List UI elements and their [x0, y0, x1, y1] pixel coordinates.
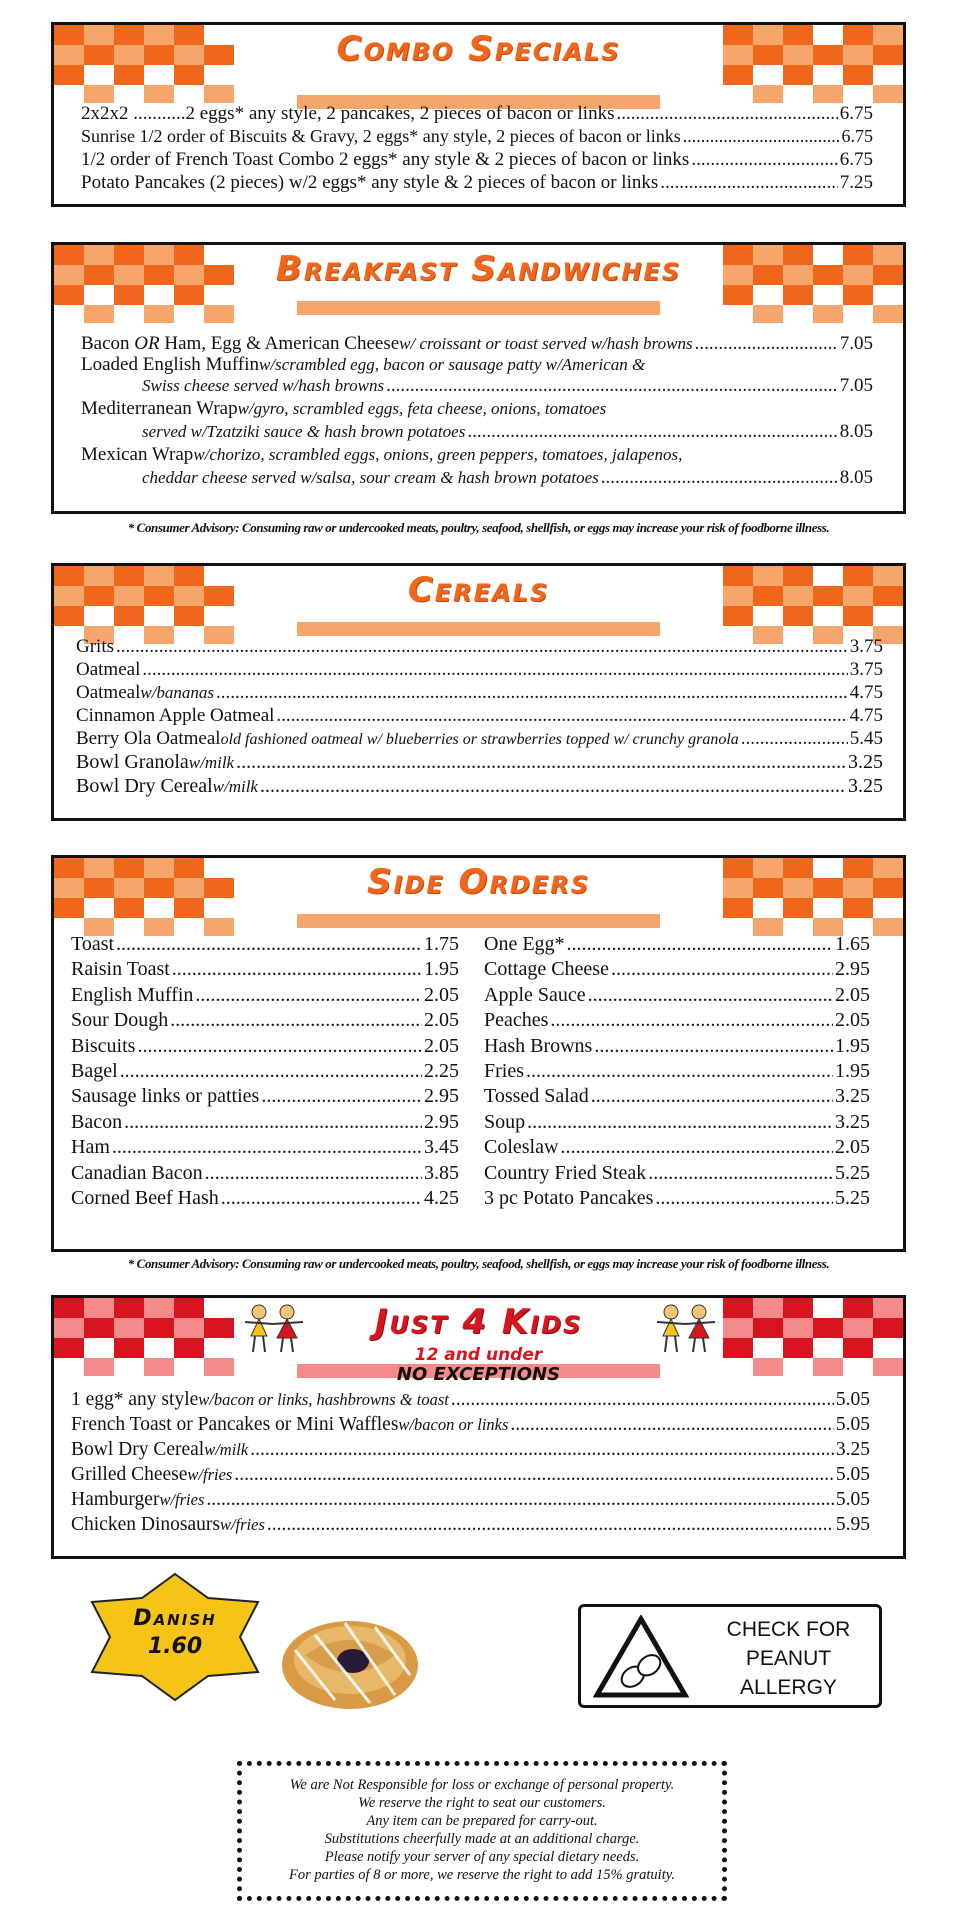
item-description: old fashioned oatmeal w/ blueberries or strawberries topped w/ crunchy granola [220, 731, 739, 748]
peanut-line: PEANUT [745, 1647, 832, 1670]
item-name: Cinnamon Apple Oatmeal [76, 705, 275, 726]
section-title: Just 4 Kids [374, 1302, 583, 1342]
item-name: Sausage links or patties [71, 1085, 260, 1108]
item-price: 3.25 [848, 775, 883, 797]
item-name: Country Fried Steak [484, 1161, 647, 1184]
menu-item [76, 728, 883, 750]
menu-item [81, 333, 873, 355]
item-name: Grits [76, 636, 114, 657]
item-name: Bagel [71, 1060, 118, 1082]
item-name: Bowl Dry Cereal [76, 775, 213, 797]
peanut-allergy-text [701, 1615, 876, 1702]
item-price: 3.75 [849, 636, 883, 657]
item-price: 3.25 [835, 1439, 870, 1460]
menu-item-sub [142, 421, 873, 443]
item-price: 3.25 [848, 751, 883, 773]
notice-line: For parties of 8 or more, we reserve the right to add 15% gratuity. [289, 1867, 675, 1883]
menu-item [76, 775, 883, 798]
menu-item [71, 1111, 459, 1134]
item-name: Toast [71, 933, 115, 955]
menu-item [71, 1035, 459, 1058]
menu-item [484, 933, 870, 956]
item-price: 2.95 [835, 958, 870, 981]
item-name: Hamburger [71, 1489, 160, 1510]
item-name: 3 pc Potato Pancakes [484, 1187, 654, 1209]
item-price: 4.25 [424, 1187, 459, 1209]
menu-item [71, 1414, 870, 1436]
item-name: Cottage Cheese [484, 958, 609, 981]
menu-item [484, 984, 870, 1007]
item-price: 1.75 [424, 933, 459, 955]
item-name: 2x2x2 ...........2 eggs* any style, 2 pancakes, 2 pieces of bacon or links [81, 103, 615, 124]
item-name: Potato Pancakes (2 pieces) w/2 eggs* any style & 2 pieces of bacon or links [81, 172, 659, 193]
item-name: Tossed Salad [484, 1085, 589, 1108]
item-price: 8.05 [839, 421, 873, 442]
menu-item [81, 398, 873, 420]
item-price: 5.05 [835, 1489, 870, 1510]
item-price: 2.05 [424, 1009, 459, 1032]
item-price: 6.75 [839, 103, 873, 124]
menu-item-sub [142, 375, 873, 397]
item-name: Fries [484, 1060, 524, 1082]
banner-bar [297, 914, 660, 928]
item-description: w/bacon or links, hashbrowns & toast [198, 1390, 449, 1409]
menu-item [71, 1009, 459, 1032]
menu-item [81, 103, 873, 125]
item-description: w/gyro, scrambled eggs, feta cheese, onions, tomatoes [237, 399, 607, 418]
item-price: 5.05 [835, 1414, 870, 1435]
item-price: 4.75 [849, 682, 883, 703]
danish-label [80, 1605, 270, 1661]
menu-item [484, 958, 870, 981]
danish-name: Danish [133, 1606, 217, 1631]
menu-item [484, 1136, 870, 1159]
item-price: 7.25 [839, 172, 873, 193]
menu-item [76, 636, 883, 658]
item-price: 3.25 [835, 1110, 870, 1133]
section-title: Combo Specials [336, 29, 621, 69]
item-price: 5.05 [835, 1389, 870, 1410]
item-name: Grilled Cheese [71, 1464, 188, 1485]
item-name: Bowl Granola [76, 751, 189, 773]
banner-bar [297, 622, 660, 636]
consumer-advisory: * Consumer Advisory: Consuming raw or undercooked meats, poultry, seafood, shellfish, or eggs may increase your risk of foodborne illness. [127, 1256, 830, 1271]
item-name: Canadian Bacon [71, 1161, 203, 1184]
menu-item-sub [142, 467, 873, 489]
breakfast-sandwiches-section [51, 242, 906, 514]
menu-item [71, 1136, 459, 1159]
item-price: 3.45 [424, 1136, 459, 1159]
item-description: w/bacon or links [398, 1415, 509, 1434]
item-name: Biscuits [71, 1034, 136, 1057]
item-price: 5.05 [835, 1464, 870, 1485]
item-price: 6.75 [839, 149, 873, 170]
item-price: 6.75 [841, 126, 873, 146]
item-name: Bacon OR Ham, Egg & American Cheese [81, 333, 400, 354]
menu-item [484, 1009, 870, 1032]
item-name: Ham [71, 1136, 110, 1159]
menu-item [484, 1187, 870, 1210]
notice-line: We are Not Responsible for loss or exchange of personal property. [289, 1777, 675, 1793]
combo-specials-section [51, 22, 906, 207]
section-title: Cereals [407, 570, 550, 610]
item-price: 2.95 [424, 1085, 459, 1108]
kids-banner [54, 1298, 903, 1393]
item-name: One Egg* [484, 933, 565, 955]
banner-bar [297, 301, 660, 315]
notice-line: Please notify your server of any special dietary needs. [324, 1849, 640, 1865]
item-name: Hash Browns [484, 1034, 593, 1057]
item-description: w/fries [187, 1465, 233, 1484]
item-description: w/milk [188, 753, 235, 772]
policy-notice [237, 1761, 727, 1901]
kids-no-exceptions: NO EXCEPTIONS [396, 1364, 561, 1385]
menu-item [81, 149, 873, 171]
menu-item [76, 751, 883, 774]
menu-item [484, 1060, 870, 1083]
item-name: Raisin Toast [71, 958, 170, 981]
notice-line: We reserve the right to seat our customers. [358, 1795, 606, 1811]
item-name: Peaches [484, 1009, 549, 1032]
item-price: 2.05 [424, 1034, 459, 1057]
item-name: Bacon [71, 1110, 123, 1133]
item-price: 5.95 [835, 1514, 870, 1535]
item-price: 2.25 [424, 1060, 459, 1082]
menu-item [484, 1162, 870, 1185]
item-description: w/scrambled egg, bacon or sausage patty w/American & [259, 355, 646, 374]
section-title: Breakfast Sandwiches [275, 249, 682, 289]
item-description-cont: served w/Tzatziki sauce & hash brown potatoes [142, 422, 466, 441]
menu-item [71, 1162, 459, 1185]
menu-item [71, 1439, 870, 1461]
item-description: w/milk [212, 777, 258, 796]
danish-price: 1.60 [147, 1634, 203, 1659]
item-price: 5.45 [849, 728, 883, 749]
item-price: 1.65 [835, 933, 870, 955]
menu-item [71, 1060, 459, 1083]
item-price: 1.95 [835, 1060, 870, 1082]
item-name: Bowl Dry Cereal [71, 1439, 205, 1460]
item-name: Apple Sauce [484, 983, 586, 1006]
side-orders-section [51, 855, 906, 1252]
item-description: w/milk [204, 1440, 249, 1459]
item-name: Berry Ola Oatmeal [76, 728, 221, 749]
item-price: 2.95 [424, 1110, 459, 1133]
item-price: 4.75 [849, 705, 883, 726]
cereals-section [51, 563, 906, 821]
menu-item [71, 984, 459, 1007]
menu-item [81, 444, 873, 466]
item-name: 1 egg* any style [71, 1389, 199, 1410]
item-name: Sour Dough [71, 1009, 169, 1032]
kids-section [51, 1295, 906, 1559]
item-description: w/bananas [140, 683, 215, 702]
menu-item [71, 1085, 459, 1108]
menu-item [81, 172, 873, 194]
peanut-line: CHECK FOR [726, 1618, 851, 1641]
item-name: Loaded English Muffin [81, 354, 260, 375]
peanut-warning-icon [593, 1615, 689, 1699]
section-title: Side Orders [366, 862, 591, 902]
kids-age-subtitle: 12 and under [414, 1345, 543, 1365]
item-price: 2.05 [835, 1009, 870, 1032]
item-price: 1.95 [424, 958, 459, 981]
danish-pastry-image [275, 1605, 425, 1715]
item-price: 7.05 [839, 375, 873, 396]
menu-item [484, 1085, 870, 1108]
item-price: 5.25 [835, 1187, 870, 1209]
item-price: 5.25 [835, 1161, 870, 1184]
peanut-allergy-sign [578, 1604, 882, 1708]
menu-item [71, 958, 459, 981]
menu-item [71, 1389, 870, 1411]
item-price: 3.75 [849, 659, 883, 680]
item-name: English Muffin [71, 983, 194, 1006]
menu-item [81, 354, 873, 376]
item-description-cont: Swiss cheese served w/hash browns [142, 376, 385, 395]
item-name: Mexican Wrap [81, 444, 194, 465]
item-name: 1/2 order of French Toast Combo 2 eggs* any style & 2 pieces of bacon or links [81, 149, 690, 170]
item-price: 7.05 [839, 333, 873, 354]
item-price: 3.85 [424, 1161, 459, 1184]
item-description: w/fries [159, 1490, 205, 1509]
notice-line: Any item can be prepared for carry-out. [366, 1813, 598, 1829]
item-description: w/chorizo, scrambled eggs, onions, green peppers, tomatoes, jalapenos, [193, 445, 683, 464]
item-name: Corned Beef Hash [71, 1187, 219, 1209]
item-price: 8.05 [839, 467, 873, 488]
item-description: w/fries [219, 1515, 265, 1534]
item-name: Chicken Dinosaurs [71, 1514, 220, 1535]
item-description-cont: cheddar cheese served w/salsa, sour cream & hash brown potatoes [142, 468, 599, 487]
item-name: Mediterranean Wrap [81, 398, 238, 419]
item-name: Sunrise 1/2 order of Biscuits & Gravy, 2 eggs* any style, 2 pieces of bacon or links [81, 126, 681, 146]
item-price: 1.95 [835, 1034, 870, 1057]
consumer-advisory: * Consumer Advisory: Consuming raw or undercooked meats, poultry, seafood, shellfish, or eggs may increase your risk of foodborne illness. [127, 520, 830, 535]
item-price: 2.05 [835, 1136, 870, 1159]
menu-item [71, 1464, 870, 1486]
item-price: 3.25 [835, 1085, 870, 1108]
menu-item [76, 659, 883, 681]
item-name: French Toast or Pancakes or Mini Waffles [71, 1414, 399, 1435]
item-name: Soup [484, 1110, 526, 1133]
item-price: 2.05 [835, 983, 870, 1006]
menu-item [484, 1035, 870, 1058]
item-name: Oatmeal [76, 659, 141, 680]
sandwiches-banner [54, 245, 903, 340]
item-description: w/ croissant or toast served w/hash browns [399, 334, 693, 353]
item-name: Oatmeal [76, 682, 141, 703]
menu-item [484, 1111, 870, 1134]
menu-item [81, 126, 873, 147]
menu-item [76, 682, 883, 704]
menu-item [76, 705, 883, 727]
menu-item [71, 933, 459, 956]
menu-item [71, 1187, 459, 1210]
menu-item [71, 1489, 870, 1511]
menu-item [71, 1514, 870, 1536]
item-name: Coleslaw [484, 1136, 559, 1159]
notice-line: Substitutions cheerfully made at an additional charge. [324, 1831, 640, 1847]
peanut-line: ALLERGY [740, 1676, 837, 1699]
item-price: 2.05 [424, 983, 459, 1006]
